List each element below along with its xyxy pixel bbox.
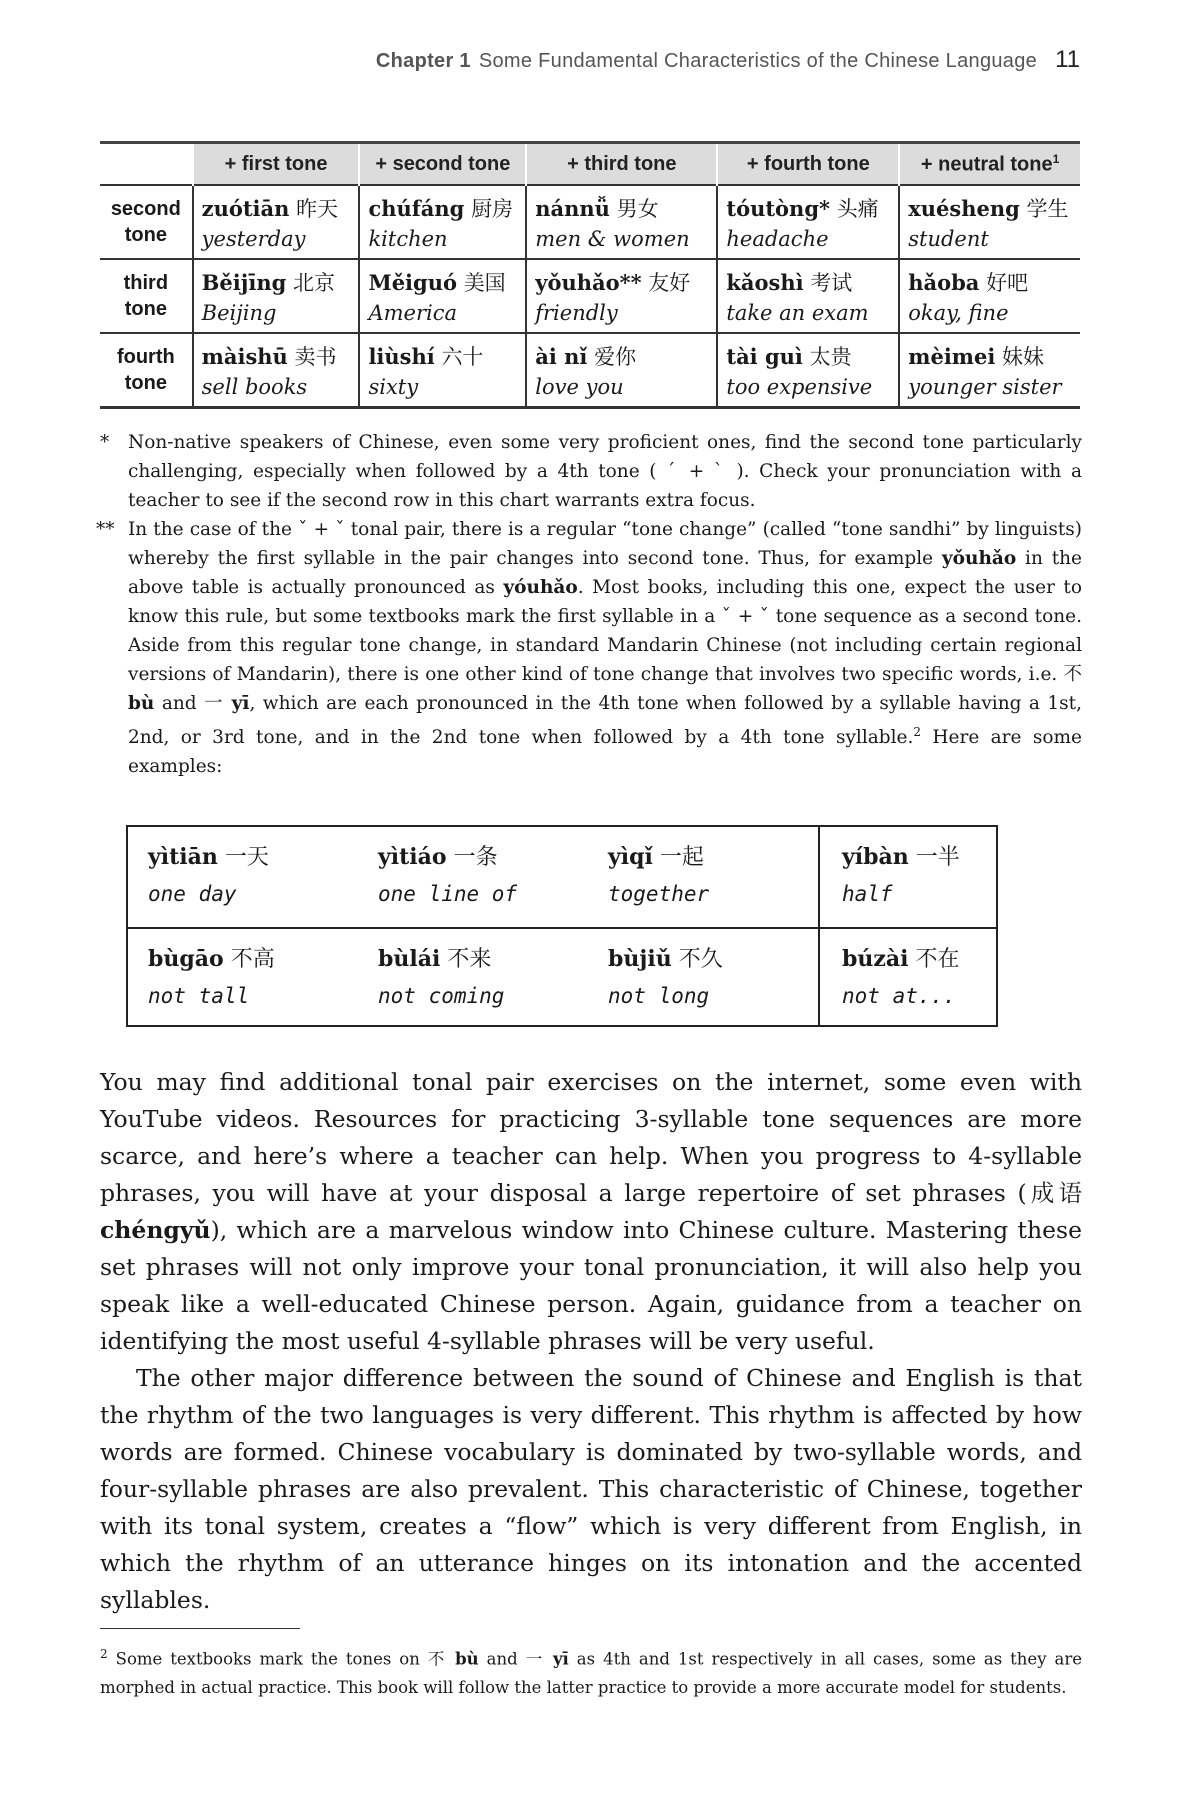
table-row-second-tone bbox=[100, 185, 1080, 259]
table-notes bbox=[96, 428, 1083, 781]
row-label: third tone bbox=[100, 259, 193, 333]
example-item: bùlái 不来 not coming bbox=[378, 946, 505, 1008]
running-head-title bbox=[376, 50, 1037, 72]
divider bbox=[128, 927, 996, 929]
header-neutral-tone: + neutral tone$^1$ bbox=[899, 143, 1080, 186]
footnote-mark: 1 bbox=[1052, 151, 1060, 166]
header-fourth-tone: + fourth tone bbox=[717, 143, 899, 186]
table-cell: Běijīng 北京 Beijing bbox=[193, 259, 360, 333]
table-cell: nánnǚ 男女 men & women bbox=[526, 185, 717, 259]
footnote: $^2$ Some textbooks mark the tones on 不 bù and 一 yī as 4th and 1st respectively in all cases, some as they are morphed in actual practice. This book will follow the latter practice to provide a more accurate model for students. bbox=[100, 1647, 1083, 1697]
running-head bbox=[100, 46, 1080, 80]
footnote-rule bbox=[100, 1628, 300, 1629]
example-item: búzài 不在 not at... bbox=[842, 946, 960, 1008]
table-cell: mèimei 妹妹 younger sister bbox=[899, 333, 1080, 408]
header-third-tone: + third tone bbox=[526, 143, 717, 186]
header-second-tone: + second tone bbox=[359, 143, 526, 186]
example-item: yíbàn 一半 half bbox=[842, 844, 960, 906]
body-paragraph: You may find additional tonal pair exercises on the internet, some even with YouTube videos. Resources for practicing 3-syllable tone sequences are more scarce, and here’s where a teacher can help. When you progress to 4-syllable phrases, you will have at your disposal a large repertoire of set phrases (成语 chéngyǔ), which are a marvelous window into Chinese culture. Mastering these set phrases will not only improve your tonal pronunciation, it will also help you speak like a well-educated Chinese person. Again, guidance from a teacher on identifying the most useful 4-syllable phrases will be very useful. bbox=[100, 1068, 1082, 1355]
example-item: yìqǐ 一起 together bbox=[608, 844, 710, 906]
table-cell: liùshí 六十 sixty bbox=[359, 333, 526, 408]
chapter-label: Chapter 1 bbox=[375, 50, 471, 72]
table-cell: màishū 卖书 sell books bbox=[193, 333, 360, 408]
table-cell: ài nǐ 爱你 love you bbox=[526, 333, 717, 408]
body-paragraph: The other major difference between the sound of Chinese and English is that the rhythm of the two languages is very different. This rhythm is affected by how words are formed. Chinese vocabulary is dominated by two-syllable words, and four-syllable phrases are also prevalent. This characteristic of Chinese, together with its tonal system, creates a “flow” which is very different from English, in which the rhythm of an utterance hinges on its intonation and the accented syllables. bbox=[100, 1364, 1082, 1614]
example-item: yìtiáo 一条 one line of bbox=[378, 844, 518, 906]
table-cell: kǎoshì 考试 take an exam bbox=[717, 259, 899, 333]
example-item: bùgāo 不高 not tall bbox=[148, 946, 275, 1008]
table-row-fourth-tone bbox=[100, 333, 1080, 408]
tone-pair-table bbox=[100, 141, 1080, 409]
note-double-star: ** In the case of the ˇ + ˇ tonal pair, there is a regular “tone change” (called “tone sandhi” by linguists) whereby the first syllable in the pair changes into second tone. Thus, for example yǒuhǎo in the above table is actually pronounced as yóuhǎo. Most books, including this one, expect the user to know this rule, but some textbooks mark the first syllable in a ˇ + ˇ tone sequence as a second tone. Aside from this regular tone change, in standard Mandarin Chinese (not including certain regional versions of Mandarin), there is one other kind of tone change that involves two specific words, i.e. 不 bù and 一 yī, which are each pronounced in the 4th tone when followed by a syllable having a 1st, 2nd, or 3rd tone, and in the 2nd tone when followed by a 4th tone syllable.$^2$ Here are some examples: bbox=[96, 519, 1083, 778]
body-text bbox=[100, 1064, 1082, 1619]
table-cell: hǎoba 好吧 okay, fine bbox=[899, 259, 1080, 333]
example-item: yìtiān 一天 one day bbox=[148, 844, 269, 906]
table-cell: tài guì 太贵 too expensive bbox=[717, 333, 899, 408]
header-first-tone: + first tone bbox=[193, 143, 360, 186]
table-cell: yǒuhǎo** 友好 friendly bbox=[526, 259, 717, 333]
note-single-star: * Non-native speakers of Chinese, even some very proficient ones, find the second tone particularly challenging, especially when followed by a 4th tone ( ˊ + ˋ ). Check your pronunciation with a teacher to see if the second row in this chart warrants extra focus. bbox=[100, 432, 1082, 511]
tone-table-corner bbox=[100, 143, 193, 186]
row-label: fourth tone bbox=[100, 333, 193, 408]
table-cell: tóutòng* 头痛 headache bbox=[717, 185, 899, 259]
table-cell: zuótiān 昨天 yesterday bbox=[193, 185, 360, 259]
chapter-title: Some Fundamental Characteristics of the Chinese Language bbox=[478, 50, 1038, 72]
tone-table-header-row bbox=[100, 143, 1080, 186]
example-item: bùjiǔ 不久 not long bbox=[608, 946, 723, 1008]
table-cell: xuésheng 学生 student bbox=[899, 185, 1080, 259]
row-label: second tone bbox=[100, 185, 193, 259]
page-number: 11 bbox=[1055, 46, 1080, 73]
table-cell: chúfáng 厨房 kitchen bbox=[359, 185, 526, 259]
table-cell: Měiguó 美国 America bbox=[359, 259, 526, 333]
table-row-third-tone bbox=[100, 259, 1080, 333]
divider bbox=[818, 827, 820, 1025]
tone-change-examples-box bbox=[126, 825, 998, 1027]
